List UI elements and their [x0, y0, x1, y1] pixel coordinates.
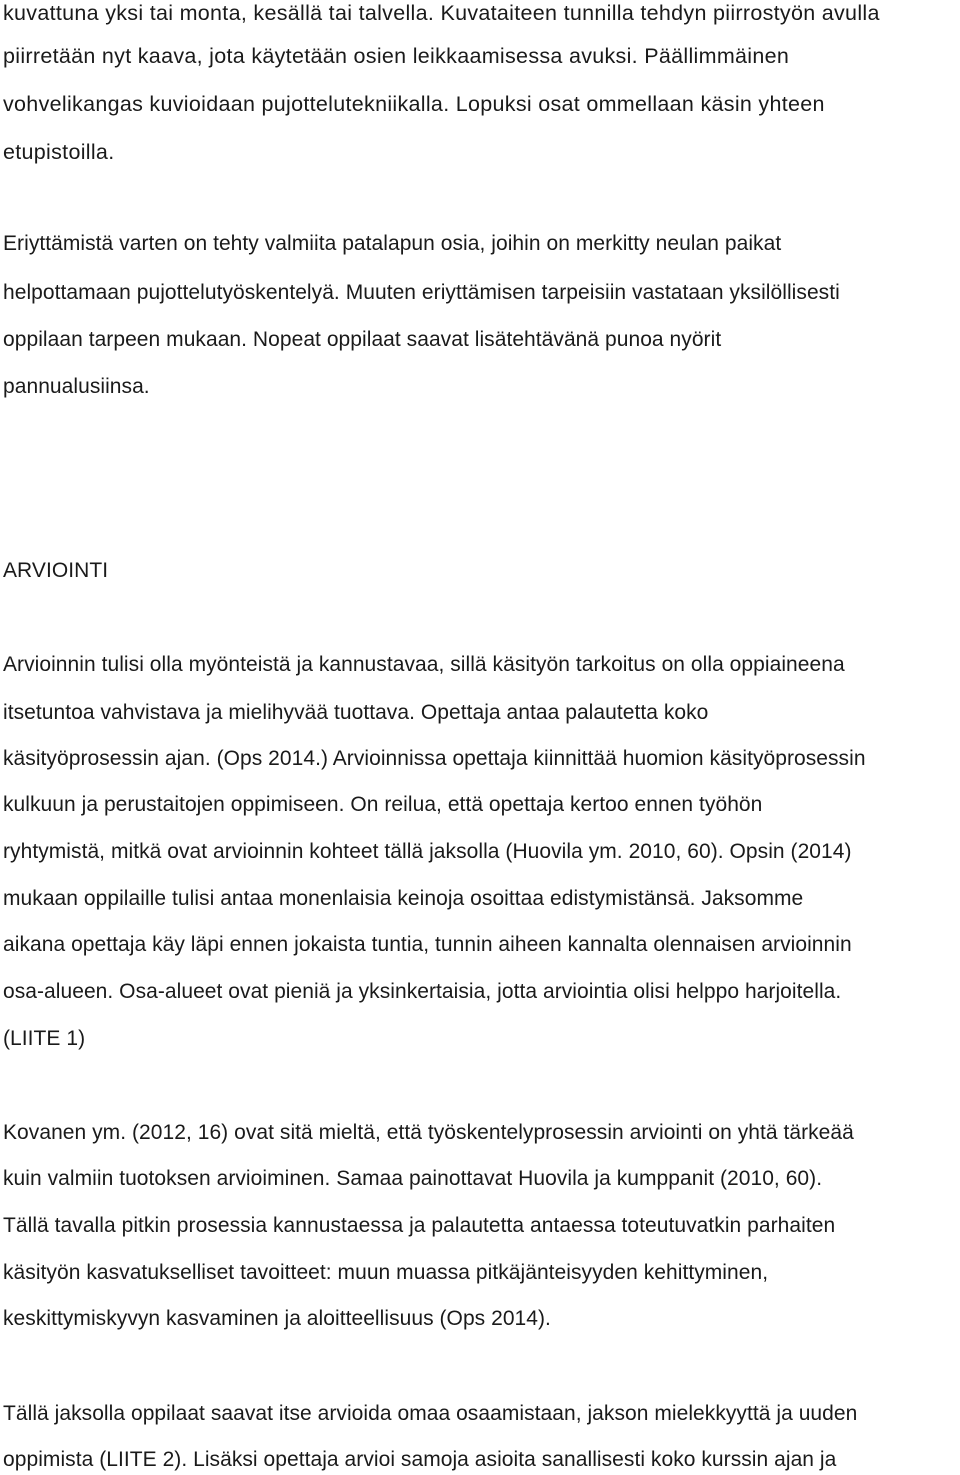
assessment-line-9: (LIITE 1): [3, 1027, 86, 1050]
assessment-line-1: Arvioinnin tulisi olla myönteistä ja kannustavaa, sillä käsityön tarkoitus on olla oppiaineena: [3, 653, 845, 676]
assessment-line-2: itsetuntoa vahvistava ja mielihyvää tuottava. Opettaja antaa palautetta koko: [3, 701, 709, 724]
intro-line-1: kuvattuna yksi tai monta, kesällä tai talvella. Kuvataiteen tunnilla tehdyn piirrostyön avulla: [3, 1, 880, 25]
differentiation-line-4: pannualusiinsa.: [3, 375, 150, 398]
intro-line-3: vohvelikangas kuvioidaan pujottelutekniikalla. Lopuksi osat ommellaan käsin yhteen: [3, 92, 825, 116]
assessment-line-6: mukaan oppilaille tulisi antaa monenlaisia keinoja osoittaa edistymistänsä. Jaksomme: [3, 887, 804, 910]
intro-line-4: etupistoilla.: [3, 140, 115, 164]
assessment-line-8: osa-alueen. Osa-alueet ovat pieniä ja yksinkertaisia, jotta arviointia olisi helppo harjoitella.: [3, 980, 842, 1003]
assessment-line-5: ryhtymistä, mitkä ovat arvioinnin kohteet tällä jaksolla (Huovila ym. 2010, 60). Opsin (2014): [3, 840, 852, 863]
section-heading: ARVIOINTI: [3, 559, 109, 582]
assessment-line-7: aikana opettaja käy läpi ennen jokaista tuntia, tunnin aiheen kannalta olennaisen arvioinnin: [3, 933, 852, 956]
process-line-3: Tällä tavalla pitkin prosessia kannustaessa ja palautetta antaessa toteutuvatkin parhaiten: [3, 1214, 836, 1237]
process-line-5: keskittymiskyvyn kasvaminen ja aloitteellisuus (Ops 2014).: [3, 1307, 551, 1330]
intro-line-2: piirretään nyt kaava, jota käytetään osien leikkaamisessa avuksi. Päällimmäinen: [3, 44, 790, 68]
assessment-line-3: käsityöprosessin ajan. (Ops 2014.) Arvioinnissa opettaja kiinnittää huomion käsityöprosessin: [3, 747, 866, 770]
assessment-line-4: kulkuun ja perustaitojen oppimiseen. On reilua, että opettaja kertoo ennen työhön: [3, 793, 763, 816]
differentiation-line-1: Eriyttämistä varten on tehty valmiita patalapun osia, joihin on merkitty neulan paikat: [3, 232, 782, 255]
process-line-4: käsityön kasvatukselliset tavoitteet: muun muassa pitkäjänteisyyden kehittyminen,: [3, 1261, 769, 1284]
differentiation-line-2: helpottamaan pujottelutyöskentelyä. Muuten eriyttämisen tarpeisiin vastataan yksilöllisesti: [3, 281, 840, 304]
process-line-1: Kovanen ym. (2012, 16) ovat sitä mieltä, että työskentelyprosessin arviointi on yhtä tärkeää: [3, 1121, 854, 1144]
differentiation-line-3: oppilaan tarpeen mukaan. Nopeat oppilaat saavat lisätehtävänä punoa nyörit: [3, 328, 722, 351]
process-line-2: kuin valmiin tuotoksen arvioiminen. Samaa painottavat Huovila ja kumppanit (2010, 60).: [3, 1167, 823, 1190]
self-assessment-line-2: oppimista (LIITE 2). Lisäksi opettaja arvioi samoja asioita sanallisesti koko kurssin ajan ja: [3, 1448, 837, 1471]
self-assessment-line-1: Tällä jaksolla oppilaat saavat itse arvioida omaa osaamistaan, jakson mielekkyyttä ja uuden: [3, 1402, 858, 1425]
